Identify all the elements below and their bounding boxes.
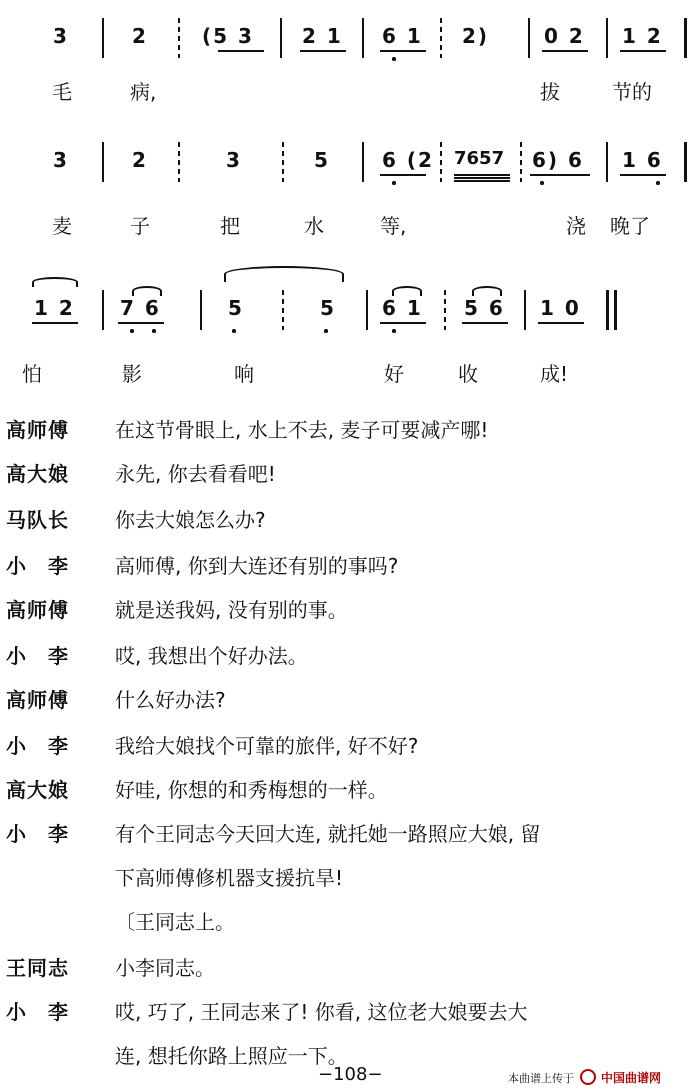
slur (224, 266, 344, 282)
speaker-name: 高大娘 (6, 778, 69, 802)
low-dot (392, 57, 396, 61)
note: 1 2 (622, 24, 663, 48)
lyric: 节的 (612, 80, 652, 104)
page-number: −108− (318, 1064, 383, 1085)
note: 1 2 (34, 296, 75, 320)
note: 1 0 (540, 296, 581, 320)
dialogue-line: 好哇, 你想的和秀梅想的一样。 (115, 778, 388, 802)
site-name: 中国曲谱网 (601, 1071, 662, 1085)
bar-line (362, 18, 364, 58)
speaker-name: 小 李 (6, 1000, 69, 1024)
low-dot (232, 329, 236, 333)
note: (5 3 (202, 24, 254, 48)
bar-line (520, 142, 522, 182)
dialogue-line: 你去大娘怎么办? (115, 508, 266, 532)
lyric: 怕 (22, 362, 42, 386)
note: 2 (132, 24, 148, 48)
lyric: 收 (458, 362, 478, 386)
dialogue-line: 连, 想托你路上照应一下。 (115, 1044, 348, 1068)
bar-line (606, 290, 609, 330)
note: 3 (53, 148, 69, 172)
speaker-name: 小 李 (6, 734, 69, 758)
note: 5 (228, 296, 244, 320)
underline (620, 50, 666, 52)
low-dot (540, 181, 544, 185)
slur (392, 286, 422, 296)
bar-line (178, 18, 180, 58)
lyric: 成! (540, 362, 569, 386)
lyric: 子 (130, 214, 150, 238)
underline (380, 50, 426, 52)
bar-line (178, 142, 180, 182)
bar-line (282, 142, 284, 182)
bar-line (684, 142, 687, 182)
low-dot (656, 181, 660, 185)
bar-line (102, 142, 104, 182)
lyric: 等, (380, 214, 407, 238)
bar-line (606, 18, 608, 58)
note: 5 6 (464, 296, 505, 320)
speaker-name: 高师傅 (6, 688, 69, 712)
underline (380, 174, 426, 176)
speaker-name: 马队长 (6, 508, 69, 532)
bar-line (684, 18, 687, 58)
bar-line (200, 290, 202, 330)
speaker-name: 小 李 (6, 554, 69, 578)
underline (454, 177, 510, 179)
underline (380, 322, 426, 324)
note: 3 (53, 24, 69, 48)
lyric: 病, (130, 80, 157, 104)
note: 7657 (454, 148, 505, 169)
underline (538, 322, 584, 324)
lyric: 水 (304, 214, 324, 238)
underline (118, 322, 164, 324)
slur (132, 286, 162, 296)
upload-text: 本曲谱上传于 (508, 1072, 574, 1085)
bar-line (366, 290, 368, 330)
bar-line (102, 290, 104, 330)
note: 3 (226, 148, 242, 172)
slur (472, 286, 502, 296)
lyric: 拔 (540, 80, 560, 104)
underline (454, 180, 510, 182)
dialogue-line: 小李同志。 (115, 956, 215, 980)
underline (542, 50, 588, 52)
underline (530, 174, 590, 176)
slur (32, 277, 78, 287)
underline (462, 322, 508, 324)
underline (218, 50, 264, 52)
lyric: 响 (234, 362, 254, 386)
bar-line (102, 18, 104, 58)
site-logo-icon (580, 1069, 596, 1085)
bar-line (524, 290, 526, 330)
note: 5 (320, 296, 336, 320)
underline (32, 322, 78, 324)
bar-line (440, 142, 442, 182)
dialogue-line: 什么好办法? (115, 688, 226, 712)
lyric: 浇 (566, 214, 586, 238)
bar-line (528, 18, 530, 58)
bar-line (614, 290, 617, 330)
speaker-name: 高大娘 (6, 462, 69, 486)
underline (300, 50, 346, 52)
bar-line (606, 142, 608, 182)
dialogue-line: 哎, 我想出个好办法。 (115, 644, 308, 668)
bar-line (444, 290, 446, 330)
low-dot (392, 181, 396, 185)
note: 2 (132, 148, 148, 172)
note: 1 6 (622, 148, 663, 172)
lyric: 麦 (52, 214, 72, 238)
note: 2 1 (302, 24, 343, 48)
note: 2) (462, 24, 490, 48)
dialogue-line: 就是送我妈, 没有别的事。 (115, 598, 348, 622)
lyric: 晚了 (610, 214, 650, 238)
jianpu-score (0, 0, 700, 400)
low-dot (392, 329, 396, 333)
dialogue-line: 哎, 巧了, 王同志来了! 你看, 这位老大娘要去大 (115, 1000, 528, 1024)
underline (454, 174, 510, 176)
bar-line (362, 142, 364, 182)
dialogue-line: 高师傅, 你到大连还有别的事吗? (115, 554, 399, 578)
dialogue-line: 有个王同志今天回大连, 就托她一路照应大娘, 留 (115, 822, 541, 846)
stage-direction: 〔王同志上。 (115, 910, 235, 934)
speaker-name: 高师傅 (6, 598, 69, 622)
speaker-name: 王同志 (6, 956, 69, 980)
note: 6 1 (382, 296, 423, 320)
bar-line (440, 18, 442, 58)
dialogue-line: 永先, 你去看看吧! (115, 462, 276, 486)
note: 7 6 (120, 296, 161, 320)
note: 6) 6 (532, 148, 584, 172)
dialogue-line: 我给大娘找个可靠的旅伴, 好不好? (115, 734, 419, 758)
lyric: 把 (220, 214, 240, 238)
lyric: 好 (384, 362, 404, 386)
speaker-name: 小 李 (6, 822, 69, 846)
speaker-name: 小 李 (6, 644, 69, 668)
note: 0 2 (544, 24, 585, 48)
speaker-name: 高师傅 (6, 418, 69, 442)
note: 6 (2 (382, 148, 434, 172)
bar-line (280, 18, 282, 58)
lyric: 影 (122, 362, 142, 386)
underline (620, 174, 666, 176)
low-dot (152, 329, 156, 333)
dialogue-line: 下高师傅修机器支援抗旱! (115, 866, 344, 890)
source-watermark (508, 1069, 661, 1086)
low-dot (324, 329, 328, 333)
dialogue-line: 在这节骨眼上, 水上不去, 麦子可要减产哪! (115, 418, 489, 442)
note: 5 (314, 148, 330, 172)
low-dot (130, 329, 134, 333)
bar-line (282, 290, 284, 330)
note: 6 1 (382, 24, 423, 48)
lyric: 毛 (52, 80, 72, 104)
